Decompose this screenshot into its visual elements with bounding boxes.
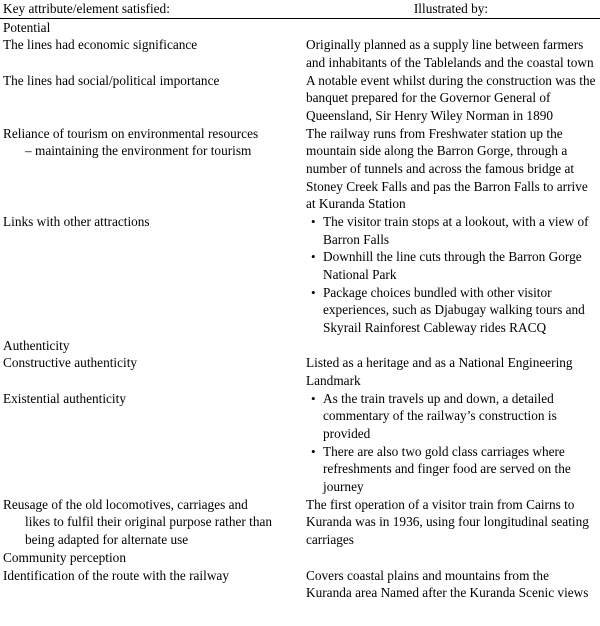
section-title-community-perception: Community perception xyxy=(3,549,126,565)
table-row xyxy=(0,567,600,602)
table-row xyxy=(0,390,600,496)
attribute-cell xyxy=(0,36,303,71)
illustration-cell xyxy=(303,36,600,71)
table-row xyxy=(0,213,600,337)
section-illustration-empty xyxy=(303,549,600,567)
table-header-row xyxy=(0,0,600,18)
attribute-cell xyxy=(0,496,303,549)
illustration-line: General of Queensland, Sir Henry Wiley xyxy=(306,90,551,124)
attribute-line: being adapted for alternate use xyxy=(25,532,189,548)
illustration-cell xyxy=(303,390,600,496)
illustration-line: Listed as a heritage and as a National Engineering xyxy=(306,355,573,371)
illustration-line: Covers coastal plains and mountains from the xyxy=(306,567,549,583)
attribute-cell xyxy=(0,390,303,496)
illustration-line: Kuranda area xyxy=(306,585,378,601)
attribute-line: – maintaining the environment for tourism xyxy=(25,143,252,159)
illustration-line: farmers and inhabitants of the Tablelands and xyxy=(306,37,584,71)
illustration-cell xyxy=(303,213,600,337)
attribute-cell xyxy=(0,72,303,125)
illustration-line: Originally planned as a supply line between xyxy=(306,37,540,53)
header-cell-attribute: Key attribute/element satisfied: xyxy=(3,1,170,16)
list-item: • Package choices bundled with other visitor experiences, such as Djabugay walking tours and Skyrail Rainforest Cableway rides RACQ xyxy=(323,284,596,337)
illustration-line: Named after the Kuranda Scenic views xyxy=(380,585,589,601)
illustration-line: A notable event whilst during the construction xyxy=(306,72,552,88)
illustration-line: Landmark xyxy=(306,373,361,389)
attribute-cell xyxy=(0,354,303,389)
illustration-cell xyxy=(303,567,600,602)
list-item: • As the train travels up and down, a detailed commentary of the railway’s construction is provided xyxy=(323,390,596,443)
header-cell-illustration: Illustrated by: xyxy=(413,1,489,16)
list-item: • There are also two gold class carriages where refreshments and finger food are served on the journey xyxy=(323,443,596,496)
list-item: • Downhill the line cuts through the Barron Gorge National Park xyxy=(323,248,596,283)
illustration-cell xyxy=(303,496,600,549)
list-item: • The visitor train stops at a lookout, with a view of Barron Falls xyxy=(323,213,596,248)
bullet-list xyxy=(306,213,596,337)
illustration-line: Norman in 1890 xyxy=(465,108,554,124)
attribute-line: Reliance of tourism on environmental resources xyxy=(3,125,259,141)
illustration-line: Barron Falls to arrive at Kuranda Station xyxy=(306,178,588,212)
illustration-line: The railway runs from Freshwater station up the xyxy=(306,125,563,141)
illustration-line: mountain side along the Barron Gorge, through xyxy=(306,143,558,159)
attribute-line: The lines had economic significance xyxy=(3,37,198,53)
section-illustration-empty xyxy=(303,18,600,36)
illustration-line: The first operation of a visitor train from Cairns to xyxy=(306,496,575,512)
illustration-line: the coastal town xyxy=(507,55,594,71)
illustration-line: was the banquet prepared for the Governor xyxy=(306,72,596,106)
section-row-potential xyxy=(0,18,600,36)
attribute-cell xyxy=(0,567,303,602)
table-row xyxy=(0,354,600,389)
attribute-line: The lines had social/political importance xyxy=(3,72,220,88)
illustration-line: a number of tunnels and across the famous xyxy=(306,143,568,177)
section-row-authenticity xyxy=(0,337,600,355)
attribute-line: Links with other attractions xyxy=(3,214,150,230)
attribute-line: likes to fulfil their original purpose rather than xyxy=(25,514,273,530)
table-row xyxy=(0,125,600,213)
illustration-cell xyxy=(303,125,600,213)
bullet-list xyxy=(306,390,596,496)
attribute-line: Reusage of the old locomotives, carriages and xyxy=(3,496,248,512)
attribute-cell xyxy=(0,125,303,213)
section-illustration-empty xyxy=(303,337,600,355)
attribute-line: Existential authenticity xyxy=(3,390,126,406)
illustration-cell xyxy=(303,72,600,125)
table-row xyxy=(0,36,600,71)
illustration-line: seating carriages xyxy=(306,514,589,548)
section-title-potential: Potential xyxy=(3,19,51,35)
attribute-cell xyxy=(0,213,303,337)
table-row xyxy=(0,72,600,125)
table-row xyxy=(0,496,600,549)
section-row-community-perception xyxy=(0,549,600,567)
attribute-line: Constructive authenticity xyxy=(3,355,138,371)
illustration-line: Kuranda was in 1936, using four longitudinal xyxy=(306,514,548,530)
attribute-line: Identification of the route with the railway xyxy=(3,567,229,583)
illustration-line: bridge at Stoney Creek Falls and pas the xyxy=(306,161,575,194)
illustration-cell xyxy=(303,354,600,389)
section-title-authenticity: Authenticity xyxy=(3,337,70,353)
